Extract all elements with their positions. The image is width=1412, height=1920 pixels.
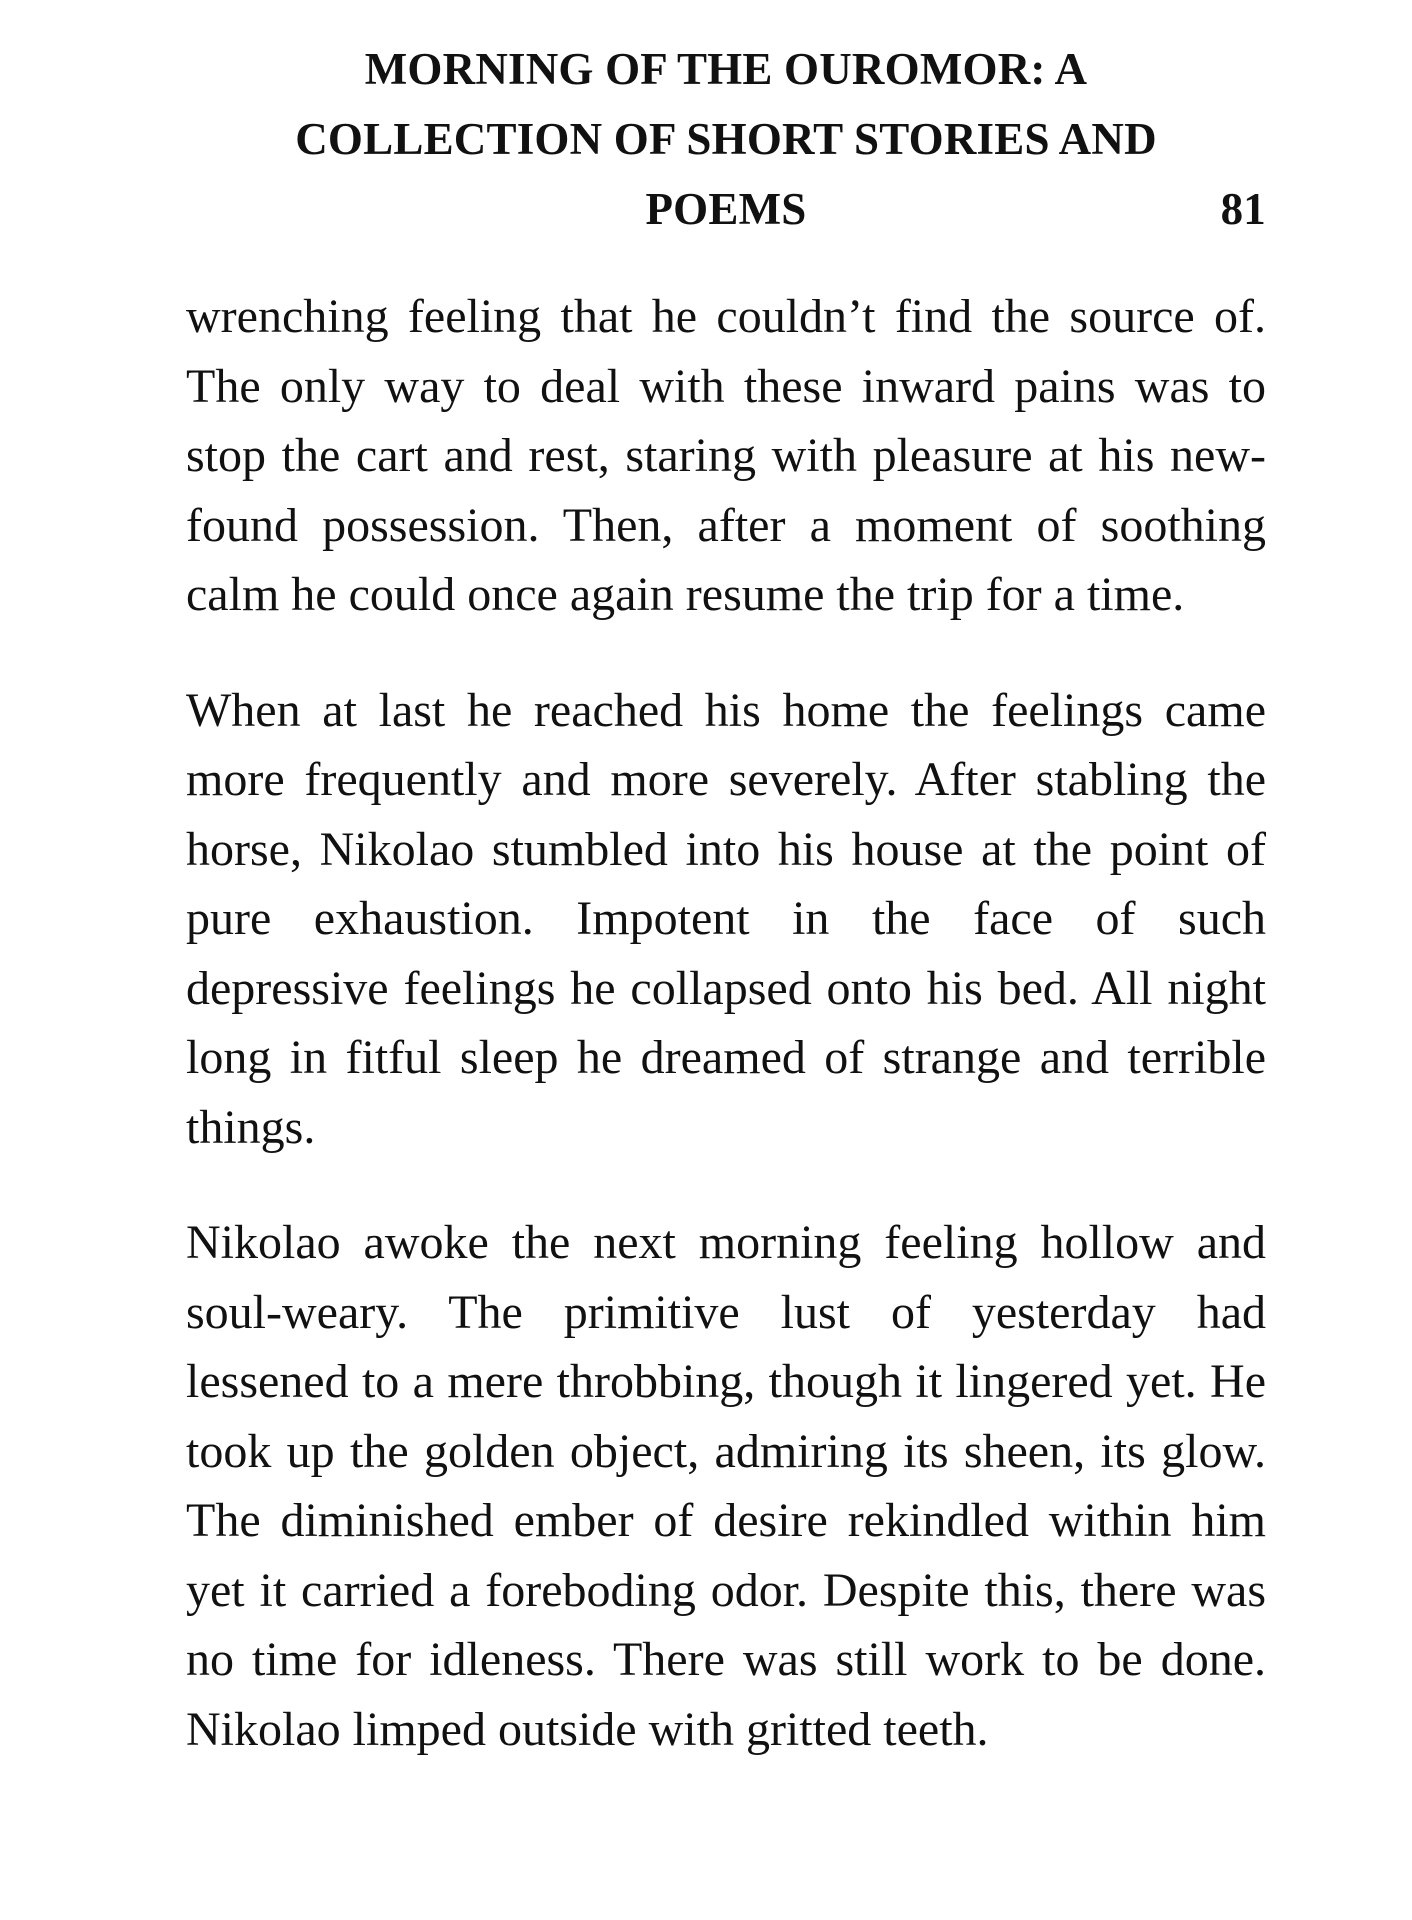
book-title-line-1: MORNING OF THE OUROMOR: A (364, 44, 1088, 94)
paragraph: When at last he reached his home the feelings came more frequently and more severely. After stabling the horse, Nikolao stumbled into his house at the point of pure exhaustion. Impotent in the face of such depressive feelings he collapsed onto his bed. All night long in fitful sleep he dreamed of strange and terrible things. (186, 683, 1266, 1154)
page-number: 81 (1220, 184, 1266, 234)
book-title-line-3: POEMS (645, 184, 807, 234)
running-header (186, 34, 1266, 244)
paragraph: wrenching feeling that he couldn’t find the source of. The only way to deal with these inward pains was to stop the cart and rest, staring with pleasure at his new-found possession. Then, after a moment of soothing calm he could once again resume the trip for a time. (186, 290, 1266, 621)
body-text (186, 282, 1266, 1810)
paragraph: Nikolao awoke the next morning feeling hollow and soul-weary. The primitive lust of yesterday had lessened to a mere throbbing, though it lingered yet. He took up the golden object, admiring its sheen, its glow. The diminished ember of desire rekindled within him yet it carried a foreboding odor. Despite this, there was no time for idleness. There was still work to be done. Nikolao limped outside with gritted teeth. (186, 1216, 1266, 1756)
book-title-line-2: COLLECTION OF SHORT STORIES AND (295, 114, 1157, 164)
book-title-line-3-row (186, 174, 1266, 244)
